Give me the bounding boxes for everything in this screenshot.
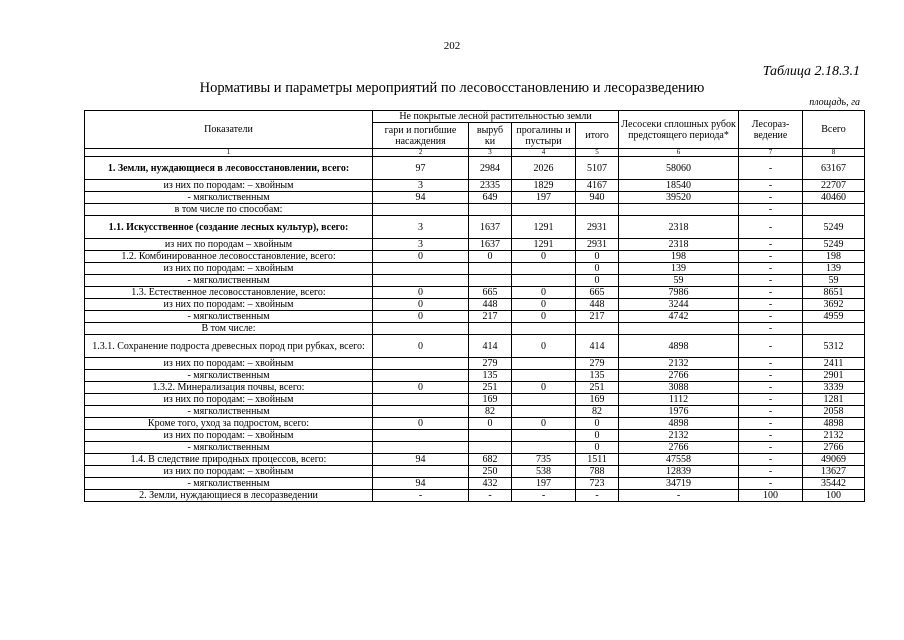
- value-cell: [469, 263, 512, 275]
- value-cell: -: [739, 430, 803, 442]
- value-cell: [373, 275, 469, 287]
- value-cell: 47558: [619, 454, 739, 466]
- value-cell: 22707: [803, 180, 865, 192]
- header-uncovered-group: Не покрытые лесной растительностью земли: [373, 111, 619, 123]
- table-row: [85, 216, 865, 239]
- value-cell: 63167: [803, 157, 865, 180]
- value-cell: 1291: [512, 239, 576, 251]
- value-cell: 18540: [619, 180, 739, 192]
- table-row: [85, 204, 865, 216]
- value-cell: 135: [469, 370, 512, 382]
- value-cell: 3: [373, 180, 469, 192]
- value-cell: 0: [512, 287, 576, 299]
- value-cell: 49069: [803, 454, 865, 466]
- value-cell: 5107: [576, 157, 619, 180]
- value-cell: 251: [576, 382, 619, 394]
- table-row: [85, 478, 865, 490]
- table-row: [85, 382, 865, 394]
- header-afforestation: Лесораз-ведение: [739, 111, 803, 149]
- table-row: [85, 335, 865, 358]
- value-cell: [512, 406, 576, 418]
- value-cell: 0: [373, 251, 469, 263]
- value-cell: 2318: [619, 239, 739, 251]
- value-cell: 735: [512, 454, 576, 466]
- value-cell: 1112: [619, 394, 739, 406]
- value-cell: 7986: [619, 287, 739, 299]
- table-row: [85, 466, 865, 478]
- value-cell: 2411: [803, 358, 865, 370]
- value-cell: [619, 323, 739, 335]
- table-row: [85, 490, 865, 502]
- row-label: - мягколиственным: [85, 370, 373, 382]
- header-total-uncovered: итого: [576, 123, 619, 149]
- value-cell: 0: [576, 263, 619, 275]
- value-cell: 448: [469, 299, 512, 311]
- row-label: - мягколиственным: [85, 442, 373, 454]
- value-cell: 139: [619, 263, 739, 275]
- value-cell: -: [739, 157, 803, 180]
- value-cell: [803, 204, 865, 216]
- value-cell: -: [739, 382, 803, 394]
- value-cell: 2335: [469, 180, 512, 192]
- value-cell: 94: [373, 454, 469, 466]
- value-cell: 0: [373, 382, 469, 394]
- row-label: 2. Земли, нуждающиеся в лесоразведении: [85, 490, 373, 502]
- value-cell: 1511: [576, 454, 619, 466]
- row-label: из них по породам – хвойным: [85, 239, 373, 251]
- value-cell: 649: [469, 192, 512, 204]
- value-cell: 0: [512, 335, 576, 358]
- value-cell: 197: [512, 192, 576, 204]
- value-cell: 0: [512, 382, 576, 394]
- value-cell: 169: [576, 394, 619, 406]
- value-cell: [373, 370, 469, 382]
- table-row: [85, 311, 865, 323]
- value-cell: 414: [469, 335, 512, 358]
- value-cell: 0: [576, 418, 619, 430]
- value-cell: 198: [803, 251, 865, 263]
- value-cell: [373, 394, 469, 406]
- value-cell: 2132: [803, 430, 865, 442]
- value-cell: 2318: [619, 216, 739, 239]
- value-cell: 1637: [469, 216, 512, 239]
- value-cell: -: [739, 406, 803, 418]
- column-number: 4: [512, 149, 576, 157]
- value-cell: 59: [803, 275, 865, 287]
- value-cell: [512, 430, 576, 442]
- value-cell: 250: [469, 466, 512, 478]
- value-cell: 2766: [619, 442, 739, 454]
- value-cell: [512, 263, 576, 275]
- row-label: 1.2. Комбинированное лесовосстановление, всего:: [85, 251, 373, 263]
- value-cell: -: [739, 311, 803, 323]
- value-cell: [512, 323, 576, 335]
- table-id: Таблица 2.18.3.1: [762, 64, 860, 79]
- value-cell: 0: [576, 442, 619, 454]
- value-cell: 135: [576, 370, 619, 382]
- row-label: 1.3. Естественное лесовосстановление, всего:: [85, 287, 373, 299]
- value-cell: 788: [576, 466, 619, 478]
- value-cell: 35442: [803, 478, 865, 490]
- value-cell: 538: [512, 466, 576, 478]
- table-row: [85, 299, 865, 311]
- value-cell: -: [739, 192, 803, 204]
- header-indicators: Показатели: [85, 111, 373, 149]
- table-row: [85, 442, 865, 454]
- row-label: из них по породам: – хвойным: [85, 466, 373, 478]
- value-cell: -: [739, 287, 803, 299]
- value-cell: 1637: [469, 239, 512, 251]
- value-cell: [512, 394, 576, 406]
- value-cell: 1829: [512, 180, 576, 192]
- value-cell: 1976: [619, 406, 739, 418]
- value-cell: 198: [619, 251, 739, 263]
- column-number: 7: [739, 149, 803, 157]
- value-cell: 2931: [576, 239, 619, 251]
- value-cell: 251: [469, 382, 512, 394]
- value-cell: -: [739, 299, 803, 311]
- value-cell: [803, 323, 865, 335]
- table-row: [85, 323, 865, 335]
- value-cell: 723: [576, 478, 619, 490]
- value-cell: 217: [576, 311, 619, 323]
- value-cell: [512, 204, 576, 216]
- table-row: [85, 454, 865, 466]
- value-cell: 682: [469, 454, 512, 466]
- row-label: - мягколиственным: [85, 311, 373, 323]
- column-number: 6: [619, 149, 739, 157]
- value-cell: -: [373, 490, 469, 502]
- column-number: 3: [469, 149, 512, 157]
- value-cell: [469, 204, 512, 216]
- value-cell: [469, 430, 512, 442]
- header-clearings: выруб ки: [469, 123, 512, 149]
- value-cell: 0: [373, 287, 469, 299]
- value-cell: -: [739, 478, 803, 490]
- row-label: из них по породам: – хвойным: [85, 263, 373, 275]
- value-cell: 5249: [803, 239, 865, 251]
- value-cell: -: [739, 454, 803, 466]
- row-label: В том числе:: [85, 323, 373, 335]
- value-cell: 97: [373, 157, 469, 180]
- row-label: из них по породам: – хвойным: [85, 299, 373, 311]
- value-cell: 217: [469, 311, 512, 323]
- header-cutting-areas: Лесосеки сплошных рубок предстоящего периода*: [619, 111, 739, 149]
- value-cell: 100: [803, 490, 865, 502]
- table-row: [85, 394, 865, 406]
- row-label: - мягколиственным: [85, 192, 373, 204]
- value-cell: 2984: [469, 157, 512, 180]
- value-cell: 0: [469, 251, 512, 263]
- row-label: 1.3.1. Сохранение подроста древесных пород при рубках, всего:: [85, 335, 373, 358]
- value-cell: 0: [512, 311, 576, 323]
- value-cell: -: [739, 180, 803, 192]
- value-cell: 0: [512, 418, 576, 430]
- row-label: из них по породам: – хвойным: [85, 394, 373, 406]
- value-cell: 169: [469, 394, 512, 406]
- row-label: в том числе по способам:: [85, 204, 373, 216]
- value-cell: -: [739, 335, 803, 358]
- table-row: [85, 418, 865, 430]
- value-cell: 5249: [803, 216, 865, 239]
- value-cell: 82: [576, 406, 619, 418]
- value-cell: 2766: [619, 370, 739, 382]
- header-total: Всего: [803, 111, 865, 149]
- table-row: [85, 358, 865, 370]
- value-cell: -: [739, 394, 803, 406]
- value-cell: [469, 442, 512, 454]
- value-cell: [373, 442, 469, 454]
- row-label: 1. Земли, нуждающиеся в лесовосстановлении, всего:: [85, 157, 373, 180]
- table-row: [85, 406, 865, 418]
- value-cell: 0: [512, 251, 576, 263]
- value-cell: 197: [512, 478, 576, 490]
- value-cell: [469, 323, 512, 335]
- value-cell: 4898: [803, 418, 865, 430]
- value-cell: 4959: [803, 311, 865, 323]
- value-cell: 34719: [619, 478, 739, 490]
- table-row: [85, 263, 865, 275]
- value-cell: 448: [576, 299, 619, 311]
- value-cell: 0: [469, 418, 512, 430]
- value-cell: 279: [469, 358, 512, 370]
- table-row: [85, 192, 865, 204]
- value-cell: -: [739, 251, 803, 263]
- value-cell: [512, 442, 576, 454]
- row-label: из них по породам: – хвойным: [85, 180, 373, 192]
- value-cell: -: [739, 442, 803, 454]
- value-cell: 2766: [803, 442, 865, 454]
- value-cell: [576, 323, 619, 335]
- document-title: Нормативы и параметры мероприятий по лесовосстановлению и лесоразведению: [199, 80, 705, 96]
- header-glades: прогалины и пустыри: [512, 123, 576, 149]
- value-cell: -: [469, 490, 512, 502]
- column-number: 8: [803, 149, 865, 157]
- value-cell: 0: [373, 299, 469, 311]
- value-cell: 2931: [576, 216, 619, 239]
- value-cell: 665: [576, 287, 619, 299]
- value-cell: -: [739, 323, 803, 335]
- value-cell: [373, 466, 469, 478]
- value-cell: 2132: [619, 430, 739, 442]
- value-cell: 1281: [803, 394, 865, 406]
- value-cell: -: [739, 239, 803, 251]
- value-cell: -: [739, 370, 803, 382]
- value-cell: 4167: [576, 180, 619, 192]
- value-cell: 40460: [803, 192, 865, 204]
- value-cell: 1291: [512, 216, 576, 239]
- value-cell: -: [739, 418, 803, 430]
- value-cell: 414: [576, 335, 619, 358]
- value-cell: -: [739, 204, 803, 216]
- row-label: 1.3.2. Минерализация почвы, всего:: [85, 382, 373, 394]
- value-cell: [619, 204, 739, 216]
- table-row: [85, 251, 865, 263]
- value-cell: 0: [576, 275, 619, 287]
- value-cell: [512, 358, 576, 370]
- value-cell: 3692: [803, 299, 865, 311]
- value-cell: [373, 358, 469, 370]
- value-cell: 432: [469, 478, 512, 490]
- value-cell: 58060: [619, 157, 739, 180]
- value-cell: 2058: [803, 406, 865, 418]
- table-row: [85, 180, 865, 192]
- value-cell: -: [739, 275, 803, 287]
- value-cell: 8651: [803, 287, 865, 299]
- value-cell: 2026: [512, 157, 576, 180]
- forest-restoration-table: [84, 110, 865, 502]
- value-cell: -: [739, 358, 803, 370]
- value-cell: 0: [512, 299, 576, 311]
- value-cell: 665: [469, 287, 512, 299]
- value-cell: -: [512, 490, 576, 502]
- value-cell: 0: [576, 251, 619, 263]
- column-number-row: [85, 149, 865, 157]
- value-cell: 0: [576, 430, 619, 442]
- value-cell: 94: [373, 478, 469, 490]
- value-cell: 94: [373, 192, 469, 204]
- value-cell: 3244: [619, 299, 739, 311]
- value-cell: 2132: [619, 358, 739, 370]
- value-cell: [576, 204, 619, 216]
- value-cell: 3088: [619, 382, 739, 394]
- value-cell: -: [576, 490, 619, 502]
- value-cell: 940: [576, 192, 619, 204]
- table-row: [85, 287, 865, 299]
- value-cell: 4898: [619, 335, 739, 358]
- column-number: 5: [576, 149, 619, 157]
- value-cell: [512, 370, 576, 382]
- table-body: [85, 157, 865, 502]
- value-cell: [373, 263, 469, 275]
- header-burned: гари и погибшие насаждения: [373, 123, 469, 149]
- value-cell: 4898: [619, 418, 739, 430]
- row-label: - мягколиственным: [85, 478, 373, 490]
- table-row: [85, 370, 865, 382]
- value-cell: [373, 406, 469, 418]
- table-row: [85, 157, 865, 180]
- value-cell: 0: [373, 335, 469, 358]
- column-number: 2: [373, 149, 469, 157]
- value-cell: 3339: [803, 382, 865, 394]
- row-label: 1.4. В следствие природных процессов, всего:: [85, 454, 373, 466]
- value-cell: 39520: [619, 192, 739, 204]
- page-number: 202: [443, 40, 461, 52]
- row-label: 1.1. Искусственное (создание лесных культур), всего:: [85, 216, 373, 239]
- value-cell: [373, 204, 469, 216]
- row-label: из них по породам: – хвойным: [85, 358, 373, 370]
- value-cell: [373, 323, 469, 335]
- table-row: [85, 239, 865, 251]
- value-cell: 3: [373, 216, 469, 239]
- value-cell: -: [739, 263, 803, 275]
- value-cell: 0: [373, 311, 469, 323]
- value-cell: 3: [373, 239, 469, 251]
- row-label: из них по породам: – хвойным: [85, 430, 373, 442]
- value-cell: [373, 430, 469, 442]
- value-cell: 12839: [619, 466, 739, 478]
- value-cell: 4742: [619, 311, 739, 323]
- unit-label: площадь, га: [809, 97, 860, 108]
- row-label: - мягколиственным: [85, 275, 373, 287]
- value-cell: -: [619, 490, 739, 502]
- table-row: [85, 275, 865, 287]
- value-cell: [469, 275, 512, 287]
- value-cell: 0: [373, 418, 469, 430]
- value-cell: 2901: [803, 370, 865, 382]
- row-label: Кроме того, уход за подростом, всего:: [85, 418, 373, 430]
- value-cell: 59: [619, 275, 739, 287]
- value-cell: -: [739, 216, 803, 239]
- value-cell: 279: [576, 358, 619, 370]
- value-cell: 5312: [803, 335, 865, 358]
- value-cell: 100: [739, 490, 803, 502]
- table-row: [85, 430, 865, 442]
- value-cell: 139: [803, 263, 865, 275]
- value-cell: -: [739, 466, 803, 478]
- row-label: - мягколиственным: [85, 406, 373, 418]
- value-cell: [512, 275, 576, 287]
- value-cell: 13627: [803, 466, 865, 478]
- value-cell: 82: [469, 406, 512, 418]
- column-number: 1: [85, 149, 373, 157]
